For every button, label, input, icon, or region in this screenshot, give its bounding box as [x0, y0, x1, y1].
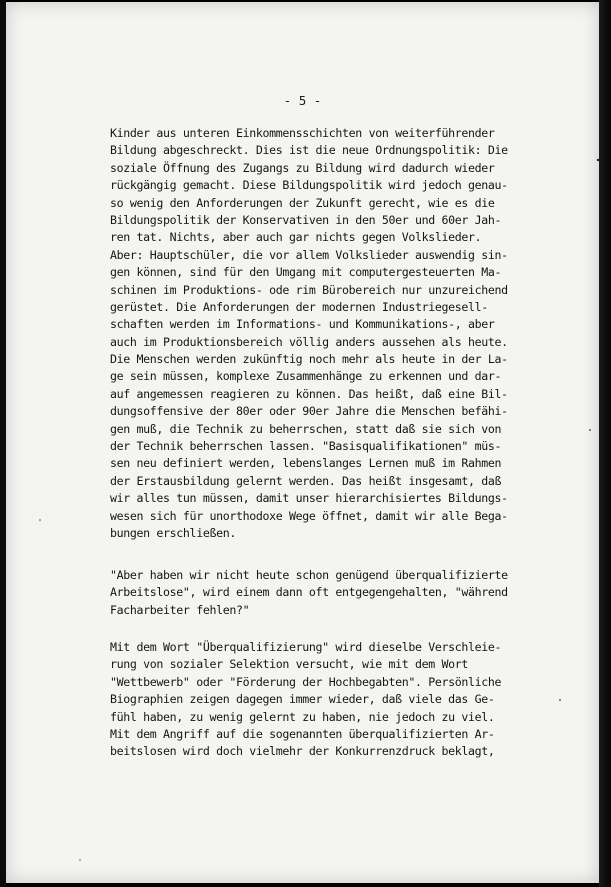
text-line: sen neu definiert werden, lebenslanges Lernen muß im Rahmen — [110, 456, 502, 471]
text-line: ren tat. Nichts, aber auch gar nichts gegen Volkslieder. — [110, 230, 482, 245]
text-line: Bildungspolitik der Konservativen in den 50er und 60er Jah- — [110, 212, 502, 227]
text-line: gen muß, die Technik zu beherrschen, statt daß sie sich von — [110, 421, 502, 436]
text-line: wir alles tun müssen, damit unser hierarchisiertes Bildungs- — [110, 491, 508, 506]
text-line: auf angemessen reagieren zu können. Das heißt, daß eine Bil- — [110, 386, 508, 401]
text-line: bungen erschließen. — [110, 525, 236, 540]
text-line: Facharbeiter fehlen?" — [110, 602, 250, 617]
text-line: rung von sozialer Selektion versucht, wie mit dem Wort — [110, 657, 469, 672]
text-line: schaften werden im Informations- und Kommunikations-, aber — [110, 317, 495, 332]
page-number: - 5 - — [283, 93, 322, 108]
text-line: soziale Öffnung des Zugangs zu Bildung wird dadurch wieder — [110, 160, 495, 175]
text-line: dungsoffensive der 80er oder 90er Jahre die Menschen befähi- — [110, 404, 508, 419]
text-line: Biographien zeigen dagegen immer wieder, daß viele das Ge- — [110, 692, 495, 707]
text-line: beitslosen wird doch vielmehr der Konkurrenzdruck beklagt, — [110, 744, 495, 759]
text-line: "Aber haben wir nicht heute schon genügend überqualifizierte — [110, 568, 508, 582]
text-line: Arbeitslose", wird einem dann oft entgegengehalten, "während — [110, 585, 508, 600]
text-line: Die Menschen werden zukünftig noch mehr als heute in der La- — [110, 352, 508, 367]
text-line: gerüstet. Die Anforderungen der modernen Industriegesell- — [110, 299, 488, 314]
text-line: Aber: Hauptschüler, die vor allem Volkslieder auswendig sin- — [110, 247, 508, 262]
paragraph-2 — [110, 567, 536, 619]
paragraph-1 — [110, 125, 536, 542]
scan-right-border — [599, 0, 611, 887]
text-line: so wenig den Anforderungen der Zukunft gerecht, wie es die — [110, 195, 495, 210]
text-line: gen können, sind für den Umgang mit computergesteuerten Ma- — [110, 265, 502, 280]
text-line: schinen im Produktions- ode rim Bürobereich nur unzureichend — [110, 282, 508, 297]
text-line: der Technik beherrschen lassen. "Basisqualifikationen" müs- — [110, 439, 502, 454]
paragraph-3 — [110, 639, 536, 761]
text-line: rückgängig gemacht. Diese Bildungspolitik wird jedoch genau- — [110, 178, 508, 193]
text-line: wesen sich für unorthodoxe Wege öffnet, damit wir alle Bega- — [110, 508, 508, 523]
text-line: ge sein müssen, komplexe Zusammenhänge zu erkennen und dar- — [110, 369, 502, 384]
text-line: auch im Produktionsbereich völlig anders aussehen als heute. — [110, 334, 508, 349]
text-line: Kinder aus unteren Einkommensschichten von weiterführender — [110, 126, 495, 140]
text-line: Mit dem Angriff auf die sogenannten überqualifizierten Ar- — [110, 726, 495, 741]
text-line: Bildung abgeschreckt. Dies ist die neue Ordnungspolitik: Die — [110, 143, 508, 158]
text-line: fühl haben, zu wenig gelernt zu haben, nie jedoch zu viel. — [110, 709, 495, 724]
text-line: Mit dem Wort "Überqualifizierung" wird dieselbe Verschleie- — [110, 640, 502, 654]
text-line: "Wettbewerb" oder "Förderung der Hochbegabten". Persönliche — [110, 674, 502, 689]
text-line: der Erstausbildung gelernt werden. Das heißt insgesamt, daß — [110, 473, 502, 488]
